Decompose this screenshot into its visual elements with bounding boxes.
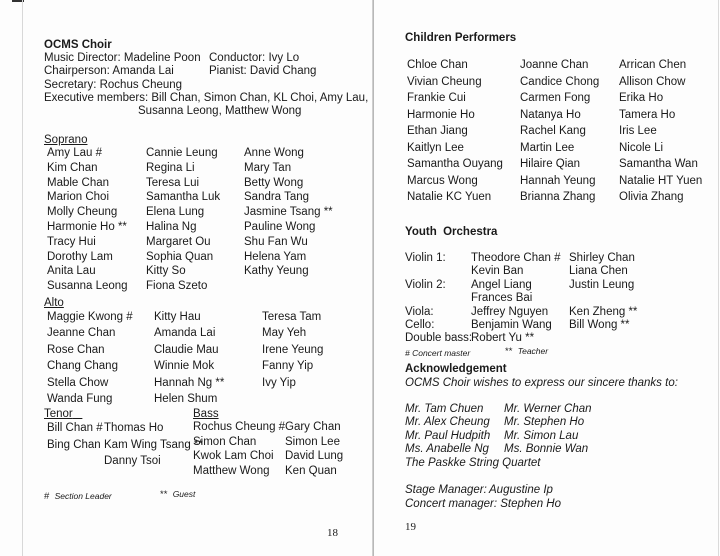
name-entry: Teresa Tam — [262, 311, 322, 323]
thanks-col-2 — [504, 403, 592, 457]
name-entry: Kitty So — [146, 265, 186, 278]
section-leader-label: Section Leader — [54, 491, 112, 501]
soprano-col-3 — [244, 146, 333, 279]
stage-manager-label: Stage Manager: — [405, 484, 487, 496]
name-entry: Helen Shum — [154, 392, 218, 405]
tenor-col-1 — [47, 420, 103, 453]
name-entry: Marion Choi — [47, 191, 109, 204]
name-entry: Erika Ho — [619, 92, 664, 104]
name-entry: Ethan Jiang — [407, 125, 468, 137]
name-entry: Wanda Fung — [47, 392, 113, 405]
guest-label: Guest — [172, 489, 196, 499]
instrument-label: Viola: — [405, 305, 434, 318]
secretary: Secretary: Rochus Cheung — [44, 79, 183, 91]
name-entry: Frankie Cui — [407, 92, 466, 104]
name-entry: Elena Lung — [146, 206, 205, 219]
name-entry: Rochus Cheung # — [193, 421, 286, 433]
player-name: Kevin Ban — [471, 265, 524, 278]
legend-teacher — [505, 346, 548, 357]
alto-col-3 — [262, 309, 323, 391]
name-entry: Amy Lau # — [47, 147, 102, 159]
name-entry: Joanne Chan — [520, 59, 589, 71]
name-entry: Anne Wong — [244, 147, 304, 159]
right-page — [373, 0, 720, 556]
name-entry: Pauline Wong — [244, 220, 316, 233]
page-edge — [22, 0, 23, 556]
name-entry: Mable Chan — [47, 176, 110, 189]
name-entry: Betty Wong — [244, 176, 304, 189]
name-entry: Hannah Ng ** — [154, 376, 225, 389]
name-entry: Sandra Tang — [244, 191, 310, 204]
name-entry: Mary Tan — [244, 161, 292, 174]
name-entry: Danny Tsoi — [104, 455, 161, 467]
name-entry: Mr. Alex Cheung — [405, 416, 490, 429]
music-director: Music Director: Madeline Poon — [44, 52, 201, 64]
legend-concert-master: # Concert master — [405, 348, 471, 358]
orchestra-heading-text: Youth Orchestra — [405, 226, 498, 238]
name-entry: Ivy Yip — [262, 376, 296, 389]
player-name: Angel Liang — [471, 278, 532, 291]
player-name: Shirley Chan — [569, 252, 635, 264]
name-entry: Rose Chan — [47, 343, 105, 356]
page-edge — [718, 0, 719, 556]
teacher-mark: ** — [505, 346, 513, 357]
name-entry: Kwok Lam Choi — [193, 450, 274, 462]
page-number: 19 — [405, 521, 416, 533]
player-name: Frances Bai — [471, 292, 533, 305]
acknowledgement-intro: OCMS Choir wishes to express our sincere thanks to: — [405, 377, 678, 389]
name-entry: Fiona Szeto — [146, 280, 208, 293]
name-entry: Samantha Wan — [619, 158, 698, 170]
bass-col-2 — [285, 420, 343, 478]
name-entry: Regina Li — [146, 161, 195, 174]
children-col-3 — [619, 57, 702, 206]
name-entry: Marcus Wong — [407, 174, 478, 187]
name-entry: Samantha Luk — [146, 191, 221, 204]
player-name: Theodore Chan # — [471, 252, 561, 264]
name-entry: Fanny Yip — [262, 360, 314, 373]
name-entry: Olivia Zhang — [619, 191, 684, 203]
player-name: Justin Leung — [569, 278, 635, 291]
name-entry: Kitty Hau — [154, 311, 201, 323]
name-entry: Mr. Paul Hudpith — [405, 429, 491, 442]
name-entry: May Yeh — [262, 327, 307, 340]
legend-section-leader — [44, 491, 112, 502]
name-entry: Arrican Chen — [619, 59, 687, 71]
name-entry: Irene Yeung — [262, 343, 324, 356]
name-entry: David Lung — [285, 450, 344, 462]
player-name: Robert Yu ** — [471, 332, 535, 345]
name-entry: Nicole Li — [619, 141, 664, 154]
tenor-col-2 — [104, 420, 203, 470]
bass-heading: Bass — [193, 408, 219, 420]
name-entry: Amanda Lai — [154, 327, 216, 340]
name-entry: Ms. Bonnie Wan — [504, 443, 589, 456]
name-entry: Helena Yam — [244, 250, 307, 263]
name-entry: Carmen Fong — [520, 92, 591, 104]
section-leader-mark: # — [44, 491, 50, 502]
name-entry: Dorothy Lam — [47, 250, 113, 263]
name-entry: Candice Chong — [520, 75, 600, 88]
name-entry: Chloe Chan — [407, 59, 468, 71]
name-entry: Thomas Ho — [104, 422, 164, 434]
name-entry: Chang Chang — [47, 360, 118, 373]
name-entry: Natanya Ho — [520, 108, 581, 121]
acknowledgement-heading: Acknowledgement — [405, 363, 507, 375]
name-entry: Hannah Yeung — [520, 174, 596, 187]
name-entry: Harmonie Ho ** — [47, 220, 127, 233]
name-entry: Winnie Mok — [154, 360, 215, 373]
thanks-col-1 — [405, 403, 490, 457]
name-entry: Kathy Yeung — [244, 265, 309, 278]
name-entry: Mr. Simon Lau — [504, 429, 579, 442]
name-entry: Harmonie Ho — [407, 108, 475, 121]
page-number: 18 — [327, 527, 338, 539]
alto-heading: Alto — [44, 297, 64, 309]
name-entry: Anita Lau — [47, 265, 96, 278]
instrument-label: Violin 1: — [405, 252, 446, 264]
player-name: Jeffrey Nguyen — [471, 305, 549, 318]
instrument-label: Cello: — [405, 318, 435, 331]
children-col-2 — [520, 57, 599, 206]
name-entry: Mr. Stephen Ho — [504, 416, 585, 429]
player-name: Liana Chen — [569, 265, 628, 278]
name-entry: Claudie Mau — [154, 343, 219, 356]
name-entry: Bing Chan — [47, 438, 101, 451]
name-entry: Teresa Lui — [146, 176, 200, 189]
guest-mark: ** — [160, 489, 168, 500]
name-entry: Bill Chan # — [47, 422, 103, 434]
legend-guest — [160, 489, 195, 500]
name-entry: Simon Lee — [285, 435, 340, 448]
name-entry: Brianna Zhang — [520, 191, 596, 203]
name-entry: Rachel Kang — [520, 125, 586, 137]
name-entry: Tracy Hui — [47, 235, 96, 248]
teacher-label: Teacher — [517, 346, 549, 356]
name-entry: Mr. Werner Chan — [504, 403, 592, 415]
name-entry: Margaret Ou — [146, 235, 211, 248]
conductor: Conductor: Ivy Lo — [209, 52, 300, 64]
name-entry: Hilaire Qian — [520, 158, 581, 170]
children-heading: Children Performers — [405, 32, 517, 44]
soprano-col-1 — [47, 146, 128, 294]
pianist: Pianist: David Chang — [209, 65, 317, 77]
name-entry: Samantha Ouyang — [407, 158, 503, 170]
concert-manager: Concert manager: Stephen Ho — [405, 498, 561, 510]
name-entry: Jasmine Tsang ** — [244, 206, 333, 219]
name-entry: Shu Fan Wu — [244, 235, 308, 248]
alto-col-2 — [154, 309, 224, 407]
alto-col-1 — [47, 309, 133, 407]
orchestra-heading — [405, 225, 497, 239]
name-entry: Kam Wing Tsang ** — [104, 438, 203, 451]
player-name: Benjamin Wang — [471, 318, 552, 331]
player-name: Ken Zheng ** — [569, 305, 638, 318]
name-entry: Maggie Kwong # — [47, 311, 133, 323]
stage-manager: Augustine Ip — [489, 484, 553, 496]
bass-col-1 — [193, 420, 285, 478]
name-entry: Ms. Anabelle Ng — [405, 443, 489, 456]
executive-members-cont: Susanna Leong, Matthew Wong — [138, 105, 302, 117]
name-entry: Ken Quan — [285, 464, 337, 477]
choir-title: OCMS Choir — [44, 39, 112, 51]
name-entry: Stella Chow — [47, 376, 109, 389]
instrument-label: Double bass: — [405, 332, 473, 345]
name-entry: Molly Cheung — [47, 206, 118, 219]
name-entry: Vivian Cheung — [407, 75, 482, 88]
name-entry: Matthew Wong — [193, 464, 270, 477]
name-entry: Natalie KC Yuen — [407, 191, 492, 203]
player-name: Bill Wong ** — [569, 318, 630, 331]
name-entry: Gary Chan — [285, 421, 341, 433]
name-entry: Kaitlyn Lee — [407, 141, 464, 154]
name-entry: Cannie Leung — [146, 147, 218, 159]
soprano-heading: Soprano — [44, 134, 88, 146]
name-entry: Martin Lee — [520, 141, 575, 154]
soprano-col-2 — [146, 146, 220, 294]
name-entry: Mr. Tam Chuen — [405, 403, 484, 415]
instrument-label: Violin 2: — [405, 278, 446, 291]
children-col-1 — [407, 57, 503, 206]
name-entry: Sophia Quan — [146, 250, 214, 263]
name-entry: Kim Chan — [47, 161, 98, 174]
name-entry: Iris Lee — [619, 125, 657, 137]
name-entry: Jeanne Chan — [47, 327, 116, 340]
tenor-heading — [44, 407, 84, 421]
executive-members: Executive members: Bill Chan, Simon Chan, KL Choi, Amy Lau, — [44, 92, 369, 104]
name-entry: Simon Chan — [193, 435, 257, 448]
name-entry: Tamera Ho — [619, 108, 676, 121]
name-entry: Natalie HT Yuen — [619, 174, 703, 187]
name-entry: Susanna Leong — [47, 280, 128, 293]
name-entry: Allison Chow — [619, 75, 686, 88]
name-entry: Halina Ng — [146, 220, 197, 233]
chairperson: Chairperson: Amanda Lai — [44, 65, 174, 77]
string-quartet: The Paskke String Quartet — [405, 457, 541, 469]
tenor-heading-text: Tenor — [44, 408, 73, 420]
